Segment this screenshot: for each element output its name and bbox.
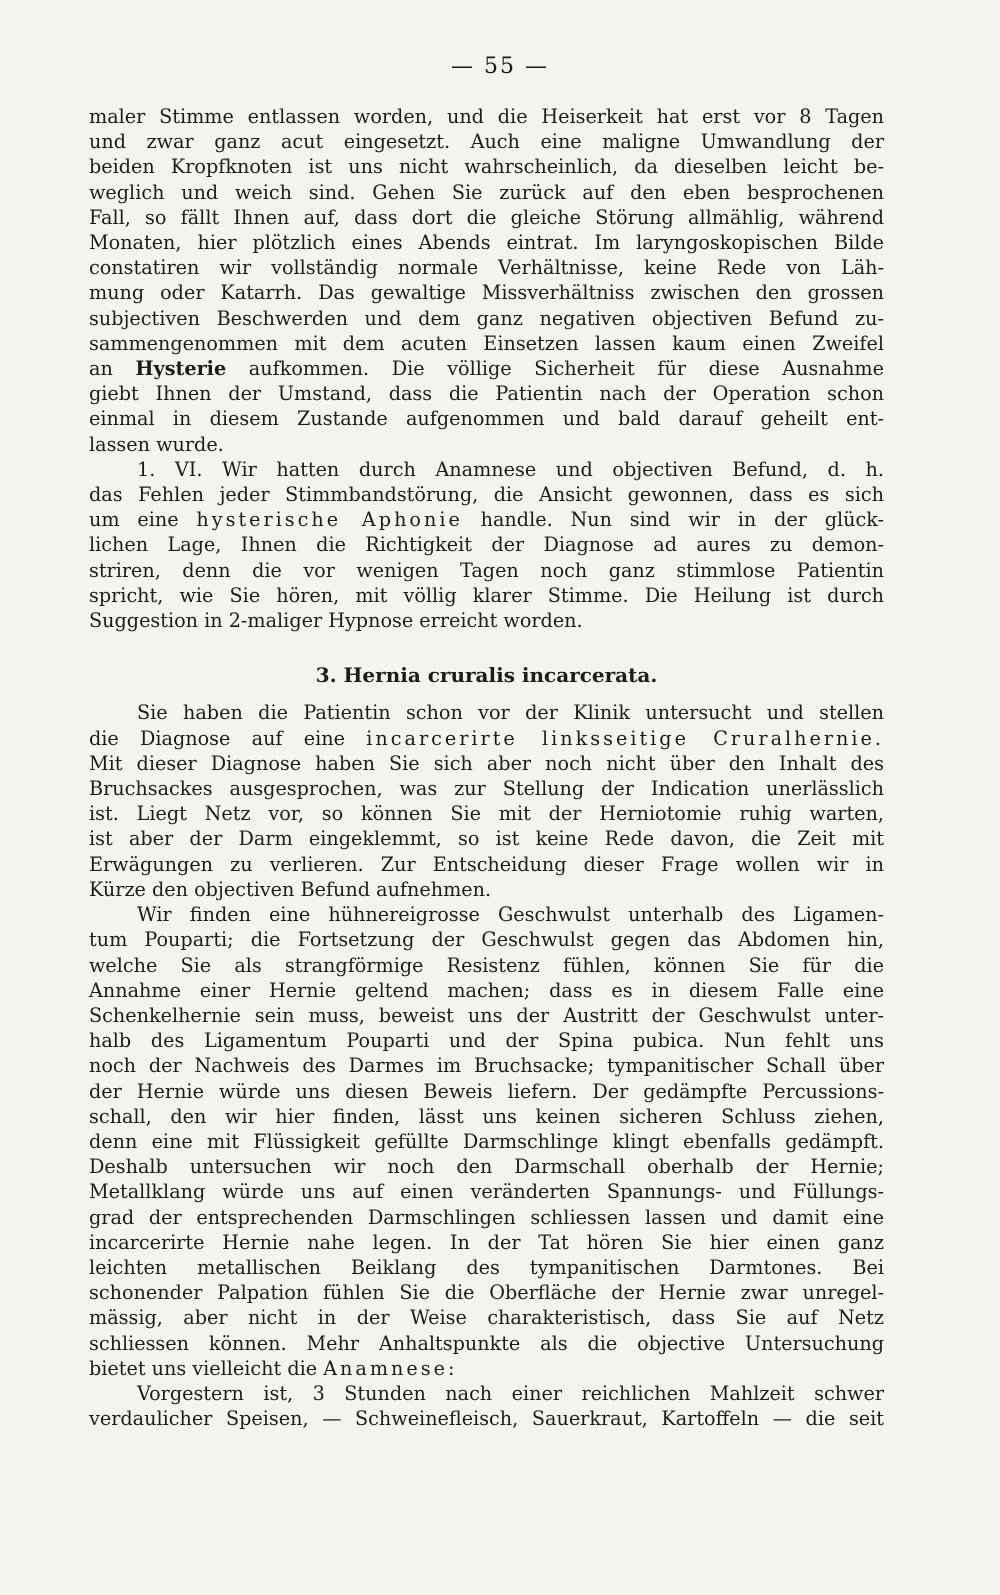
paragraph-3	[89, 700, 884, 902]
text-line: spricht, wie Sie hören, mit völlig klarer Stimme. Die Heilung ist durch	[89, 583, 884, 607]
text-line: schliessen können. Mehr Anhaltspunkte als die objective Untersuchung	[89, 1331, 884, 1355]
emphasis-hysterie: Hysterie	[135, 357, 227, 381]
paragraph-2	[89, 457, 884, 633]
text-line	[89, 356, 884, 381]
text-line: Annahme einer Hernie geltend machen; dass es in diesem Falle eine	[89, 978, 884, 1002]
text-fragment: aufkommen. Die völlige Sicherheit für diese Ausnahme	[226, 357, 884, 381]
text-line: lichen Lage, Ihnen die Richtigkeit der Diagnose ad aures zu demon-	[89, 533, 884, 557]
text-line: Schenkelhernie sein muss, beweist uns der Austritt der Geschwulst unter-	[89, 1003, 884, 1027]
text-line	[89, 507, 884, 532]
emphasis-anamnese: Anamnese	[323, 1356, 448, 1380]
page-number: — 55 —	[451, 54, 549, 79]
text-line: Suggestion in 2-maliger Hypnose erreicht worden.	[89, 609, 583, 633]
text-line: leichten metallischen Beiklang des tympanitischen Darmtones. Bei	[89, 1255, 884, 1279]
text-line: Kürze den objectiven Befund aufnehmen.	[89, 877, 492, 901]
text-line: sammengenommen mit dem acuten Einsetzen lassen kaum einen Zweifel	[89, 331, 884, 355]
text-line: grad der entsprechenden Darmschlingen schliessen lassen und damit eine	[89, 1205, 884, 1229]
text-line: Sie haben die Patientin schon vor der Klinik untersucht und stellen	[137, 701, 884, 725]
text-line: constatiren wir vollständig normale Verhältnisse, keine Rede von Läh-	[89, 256, 884, 280]
text-line: denn eine mit Flüssigkeit gefüllte Darmschlinge klingt ebenfalls gedämpft.	[89, 1129, 884, 1153]
text-line: einmal in diesem Zustande aufgenommen und bald darauf geheilt ent-	[89, 407, 884, 431]
paragraph-1	[89, 104, 884, 457]
text-line: Wir finden eine hühnereigrosse Geschwulst unterhalb des Ligamen-	[137, 903, 884, 927]
text-line: der Hernie würde uns diesen Beweis liefern. Der gedämpfte Percussions-	[89, 1079, 884, 1103]
text-line: Fall, so fällt Ihnen auf, dass dort die gleiche Störung allmählig, während	[89, 205, 884, 229]
text-fragment: :	[447, 1356, 455, 1380]
text-fragment: die Diagnose auf eine	[89, 726, 367, 750]
text-line: verdaulicher Speisen, — Schweinefleisch, Sauerkraut, Kartoffeln — die seit	[89, 1407, 884, 1431]
text-fragment: um eine	[89, 508, 197, 532]
text-fragment: handle. Nun sind wir in der glück-	[462, 508, 884, 532]
text-line: Metallklang würde uns auf einen veränderten Spannungs- und Füllungs-	[89, 1180, 884, 1204]
text-line	[89, 1356, 884, 1381]
text-line: Deshalb untersuchen wir noch den Darmschall oberhalb der Hernie;	[89, 1155, 884, 1179]
text-line: halb des Ligamentum Pouparti und der Spina pubica. Nun fehlt uns	[89, 1029, 884, 1053]
text-line: mässig, aber nicht in der Weise charakteristisch, dass Sie auf Netz	[89, 1306, 884, 1330]
text-line: striren, denn die vor wenigen Tagen noch ganz stimmlose Patientin	[89, 558, 884, 582]
text-line: subjectiven Beschwerden und dem ganz negativen objectiven Befund zu-	[89, 306, 884, 330]
emphasis-hysterische-aphonie: hysterische Aphonie	[196, 508, 463, 532]
section-heading: 3. Hernia cruralis incarcerata.	[315, 663, 658, 688]
text-line: noch der Nachweis des Darmes im Bruchsacke; tympanitischer Schall über	[89, 1054, 884, 1078]
text-line: welche Sie als strangförmige Resistenz fühlen, können Sie für die	[89, 953, 884, 977]
text-line: ist. Liegt Netz vor, so können Sie mit der Herniotomie ruhig warten,	[89, 802, 884, 826]
text-line: schall, den wir hier finden, lässt uns keinen sicheren Schluss ziehen,	[89, 1104, 884, 1128]
text-line: maler Stimme entlassen worden, und die Heiserkeit hat erst vor 8 Tagen	[89, 105, 884, 128]
text-line: schonender Palpation fühlen Sie die Oberfläche der Hernie zwar unregel-	[89, 1281, 884, 1305]
text-line: 1. VI. Wir hatten durch Anamnese und objectiven Befund, d. h.	[137, 457, 884, 481]
text-line: mung oder Katarrh. Das gewaltige Missverhältniss zwischen den grossen	[89, 281, 884, 305]
text-line: lassen wurde.	[89, 432, 224, 456]
text-line: das Fehlen jeder Stimmbandstörung, die Ansicht gewonnen, dass es sich	[89, 483, 884, 507]
paragraph-4	[89, 902, 884, 1381]
text-line: ist aber der Darm eingeklemmt, so ist keine Rede davon, die Zeit mit	[89, 827, 884, 851]
text-line: beiden Kropfknoten ist uns nicht wahrscheinlich, da dieselben leicht be-	[89, 155, 884, 179]
text-fragment: an	[89, 357, 136, 381]
text-line: und zwar ganz acut eingesetzt. Auch eine maligne Umwandlung der	[89, 130, 884, 154]
paragraph-5	[89, 1381, 884, 1431]
page-body	[89, 104, 884, 1431]
text-line: Vorgestern ist, 3 Stunden nach einer reichlichen Mahlzeit schwer	[137, 1381, 884, 1405]
text-line: weglich und weich sind. Gehen Sie zurück auf den eben besprochenen	[89, 180, 884, 204]
emphasis-diagnosis: incarcerirte linksseitige Cruralhernie.	[366, 726, 884, 750]
text-line	[89, 726, 884, 751]
text-line: Monaten, hier plötzlich eines Abends eintrat. Im laryngoskopischen Bilde	[89, 231, 884, 255]
text-line: Erwägungen zu verlieren. Zur Entscheidung dieser Frage wollen wir in	[89, 852, 884, 876]
text-line: tum Pouparti; die Fortsetzung der Geschwulst gegen das Abdomen hin,	[89, 928, 884, 952]
text-fragment: bietet uns vielleicht die	[89, 1356, 324, 1380]
text-line: giebt Ihnen der Umstand, dass die Patientin nach der Operation schon	[89, 382, 884, 406]
text-line: Bruchsackes ausgesprochen, was zur Stellung der Indication unerlässlich	[89, 777, 884, 801]
text-line: incarcerirte Hernie nahe legen. In der Tat hören Sie hier einen ganz	[89, 1230, 884, 1254]
text-line: Mit dieser Diagnose haben Sie sich aber noch nicht über den Inhalt des	[89, 751, 884, 775]
